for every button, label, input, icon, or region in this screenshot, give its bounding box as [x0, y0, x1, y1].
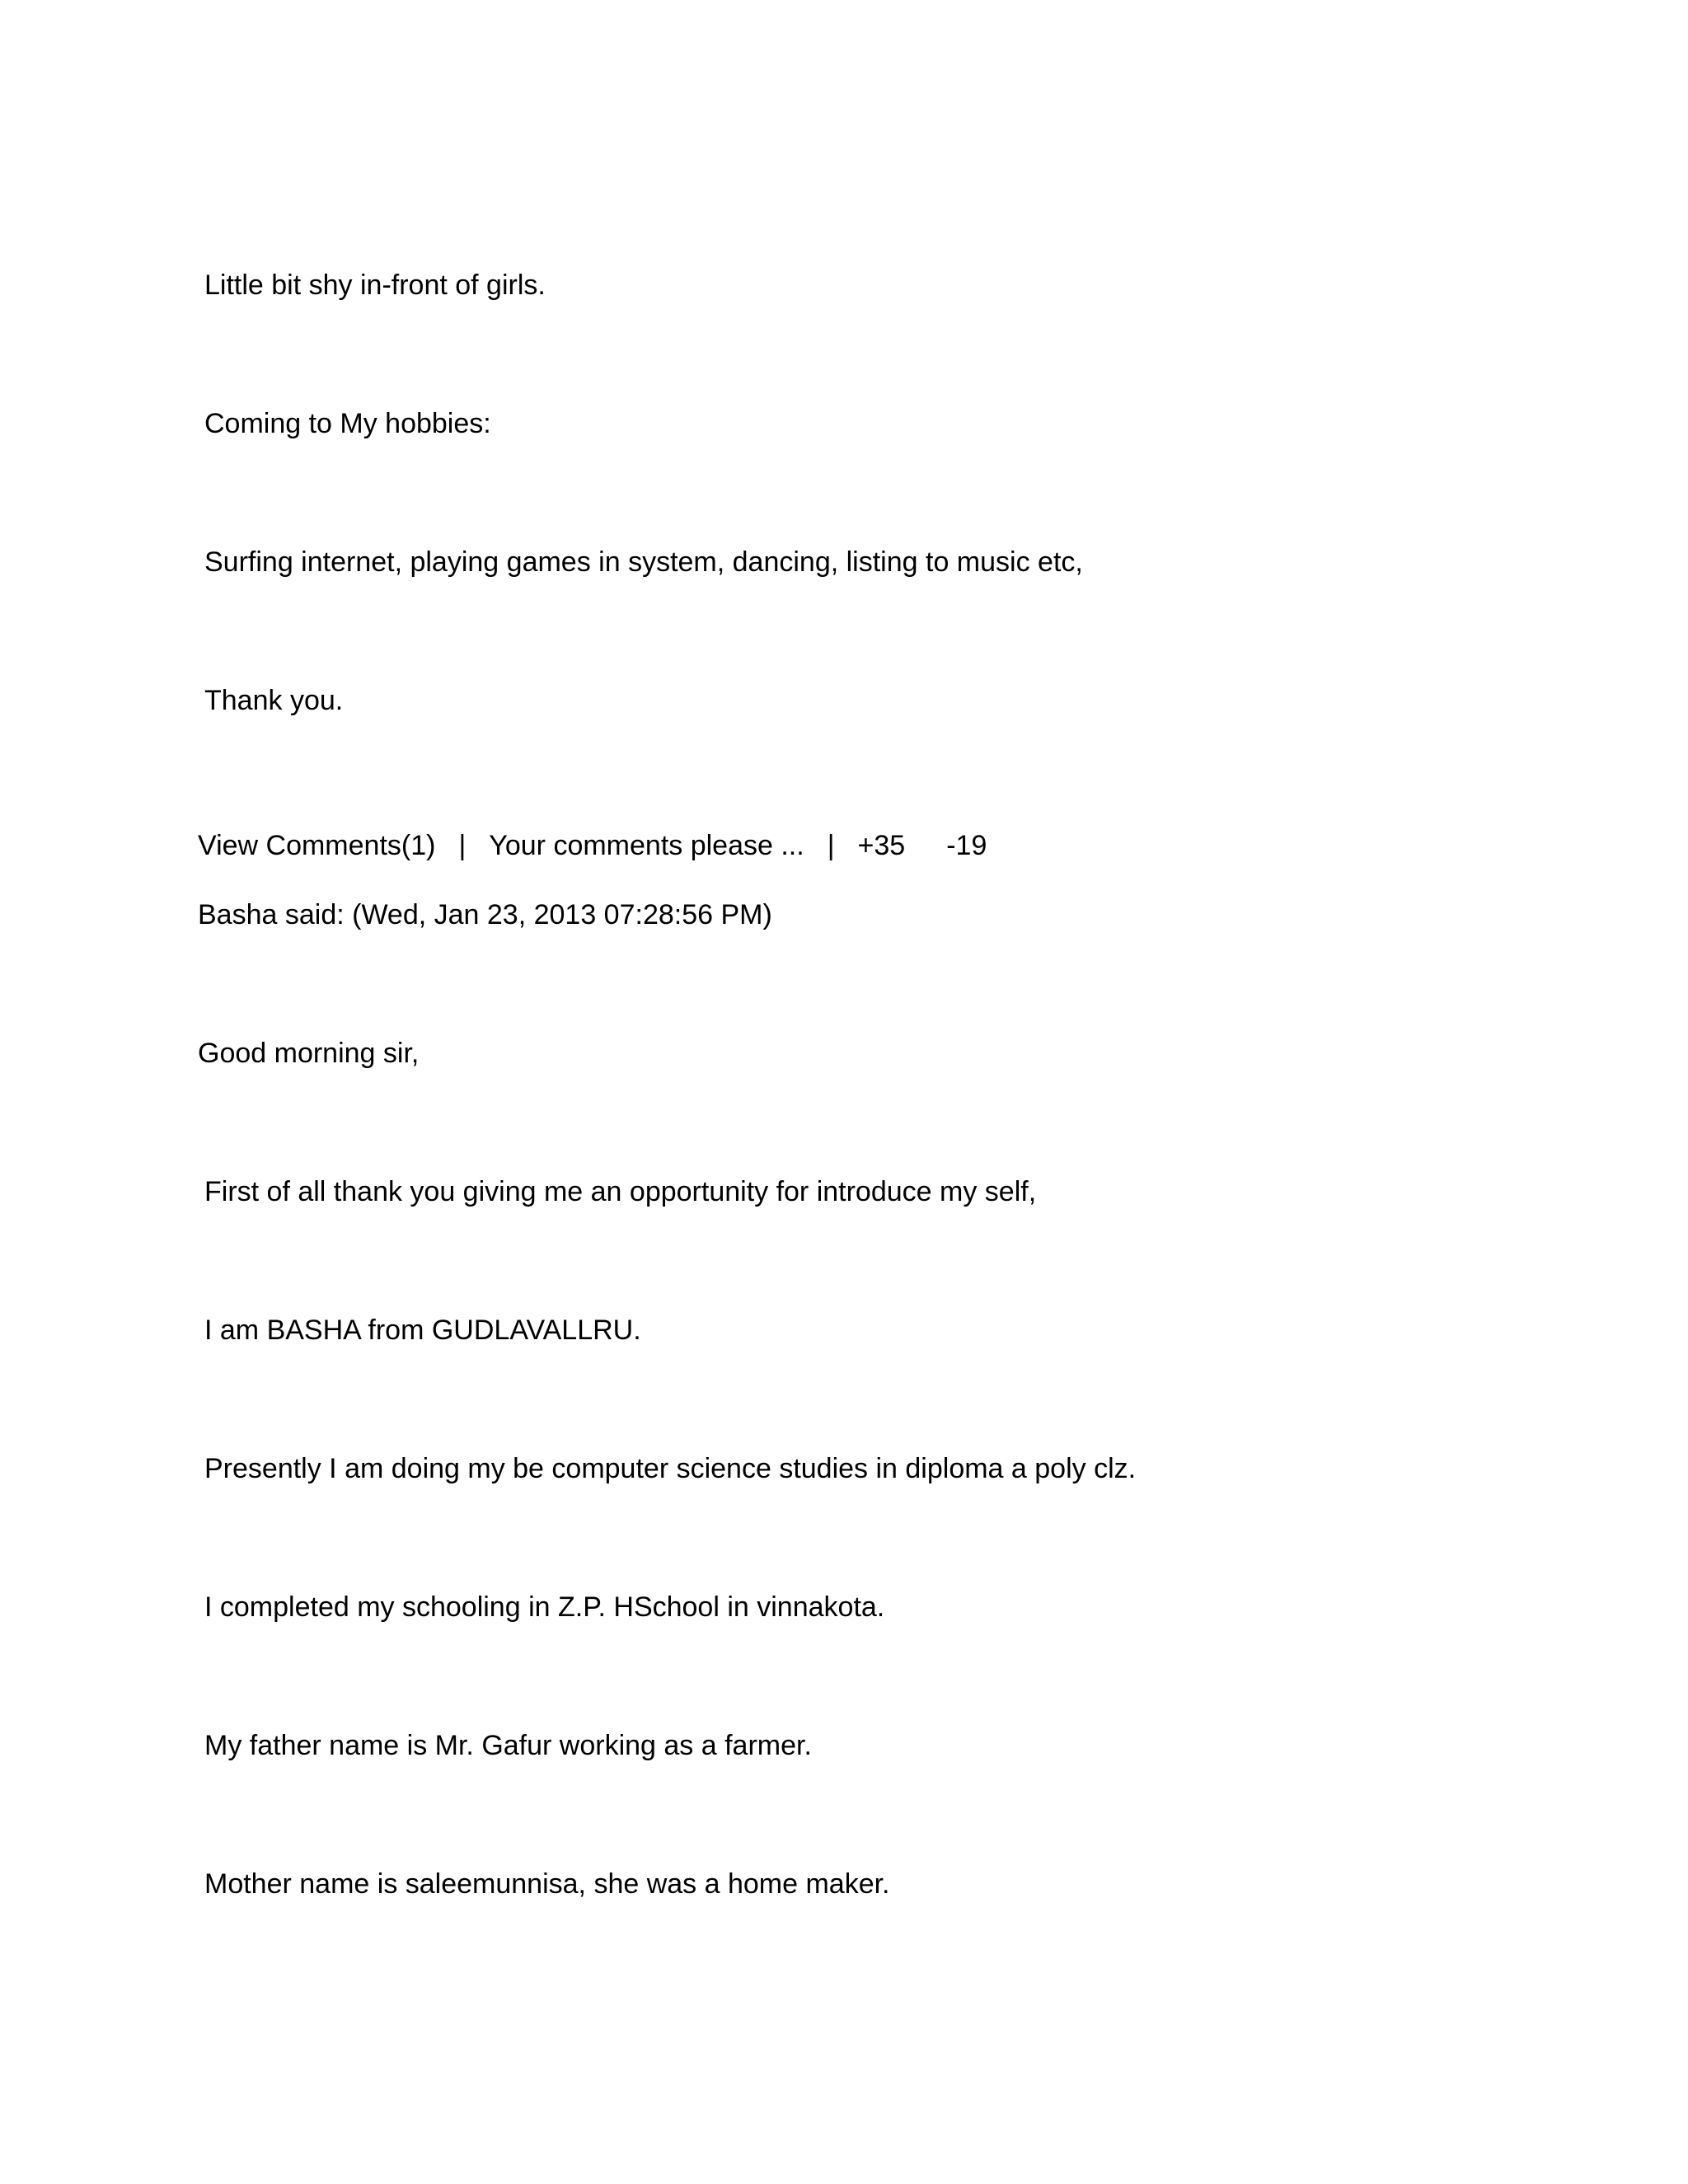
comment-line-name: I am BASHA from GUDLAVALLRU. — [204, 1315, 641, 1346]
vote-up-button[interactable]: +35 — [857, 830, 906, 861]
paragraph-hobbies-heading: Coming to My hobbies: — [204, 408, 491, 439]
comment-line-mother: Mother name is saleemunnisa, she was a home maker. — [204, 1868, 890, 1900]
your-comments-link[interactable]: Your comments please ... — [489, 830, 804, 861]
comment-line-schooling: I completed my schooling in Z.P. HSchool in vinnakota. — [204, 1591, 885, 1623]
paragraph-thank-you: Thank you. — [204, 685, 344, 716]
comment-greeting: Good morning sir, — [198, 1038, 420, 1069]
paragraph-shy: Little bit shy in-front of girls. — [204, 269, 546, 301]
comment-line-studies: Presently I am doing my be computer science studies in diploma a poly clz. — [204, 1453, 1137, 1484]
comment-line-father: My father name is Mr. Gafur working as a farmer. — [204, 1730, 812, 1761]
comment-action-bar — [198, 829, 987, 862]
view-comments-link[interactable]: View Comments(1) — [198, 830, 436, 861]
comment-line-intro: First of all thank you giving me an opportunity for introduce my self, — [204, 1176, 1037, 1207]
separator: | — [458, 830, 467, 861]
separator: | — [827, 830, 835, 861]
comment-header: Basha said: (Wed, Jan 23, 2013 07:28:56 PM) — [198, 899, 772, 930]
vote-down-button[interactable]: -19 — [946, 830, 987, 861]
paragraph-hobbies-list: Surfing internet, playing games in system, dancing, listing to music etc, — [204, 546, 1083, 578]
